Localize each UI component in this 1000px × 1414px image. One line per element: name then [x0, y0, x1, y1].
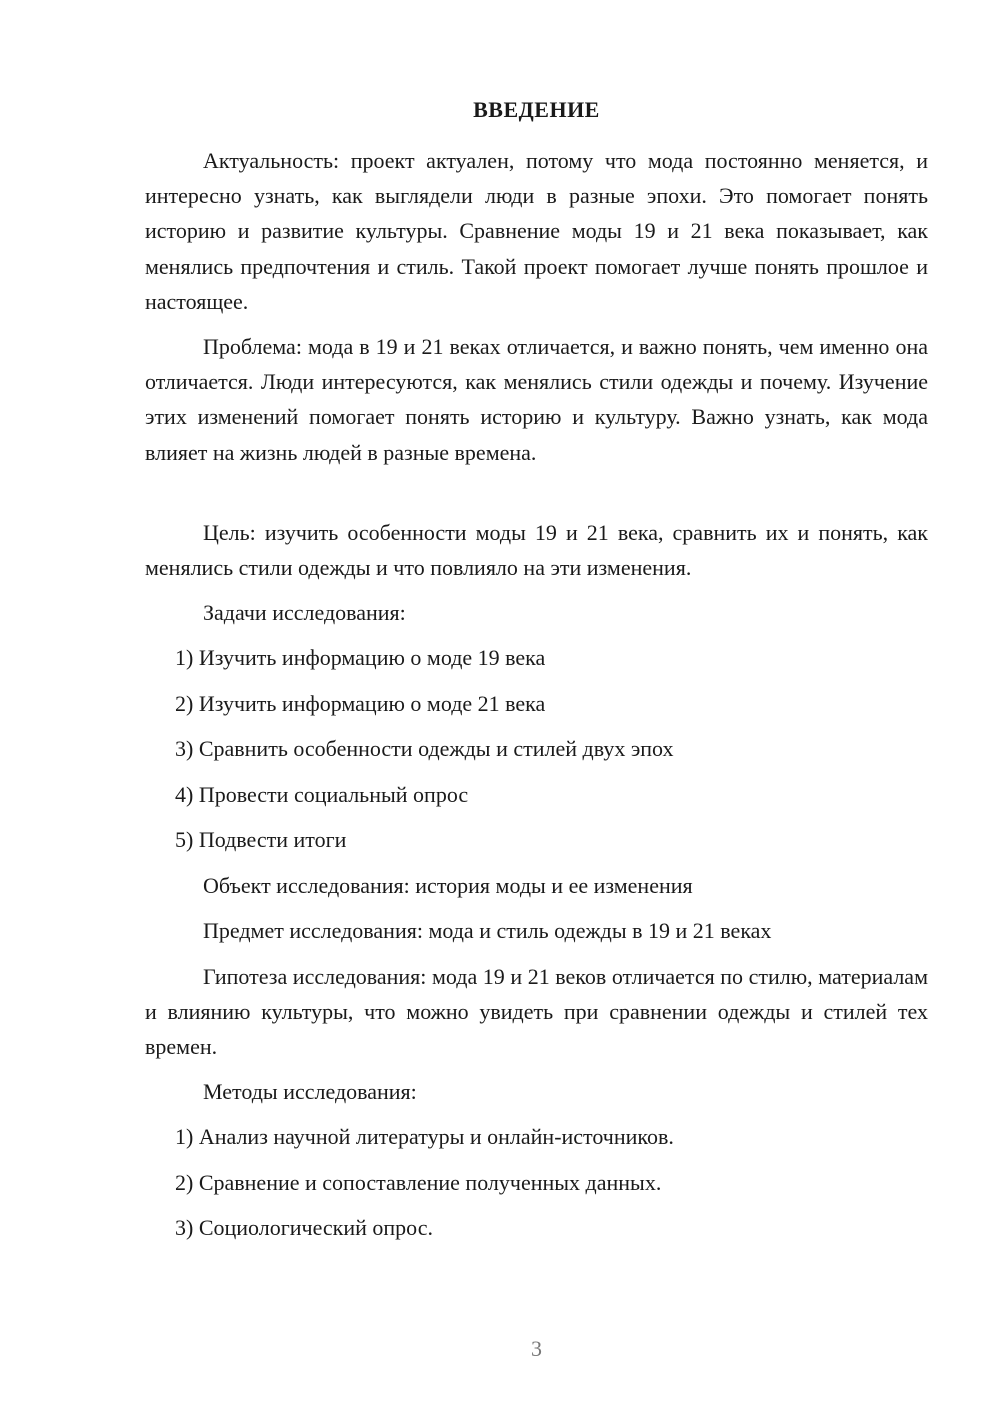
- research-object: Объект исследования: история моды и ее изменения: [203, 873, 693, 898]
- hypothesis-paragraph: Гипотеза исследования: мода 19 и 21 веков отличается по стилю, материалам и влиянию культуры, что можно увидеть при сравнении одежды и стилей тех времен.: [145, 964, 928, 1060]
- section-title: ВВЕДЕНИЕ: [473, 97, 600, 122]
- tasks-heading: Задачи исследования:: [203, 600, 406, 625]
- goal-paragraph: Цель: изучить особенности моды 19 и 21 века, сравнить их и понять, как менялись стили одежды и что повлияло на эти изменения.: [145, 520, 928, 581]
- task-item: 2) Изучить информацию о моде 21 века: [175, 691, 546, 716]
- relevance-paragraph: Актуальность: проект актуален, потому что мода постоянно меняется, и интересно узнать, как выглядели люди в разные эпохи. Это помогает понять историю и развитие культуры. Сравнение моды 19 и 21 века показывает, как менялись предпочтения и стиль. Такой проект помогает лучше понять прошлое и настоящее.: [145, 148, 928, 314]
- document-page: [145, 0, 928, 1414]
- method-item: 1) Анализ научной литературы и онлайн-источников.: [175, 1124, 674, 1149]
- method-item: 3) Социологический опрос.: [175, 1215, 433, 1240]
- task-item: 4) Провести социальный опрос: [175, 782, 469, 807]
- research-subject: Предмет исследования: мода и стиль одежды в 19 и 21 веках: [203, 918, 772, 943]
- methods-heading: Методы исследования:: [203, 1079, 417, 1104]
- page-number: 3: [531, 1336, 542, 1361]
- task-item: 1) Изучить информацию о моде 19 века: [175, 645, 546, 670]
- task-item: 5) Подвести итоги: [175, 827, 347, 852]
- problem-paragraph: Проблема: мода в 19 и 21 веках отличается, и важно понять, чем именно она отличается. Люди интересуются, как менялись стили одежды и почему. Изучение этих изменений помогает понять историю и культуру. Важно узнать, как мода влияет на жизнь людей в разные времена.: [145, 334, 928, 465]
- method-item: 2) Сравнение и сопоставление полученных данных.: [175, 1170, 662, 1195]
- task-item: 3) Сравнить особенности одежды и стилей двух эпох: [175, 736, 674, 761]
